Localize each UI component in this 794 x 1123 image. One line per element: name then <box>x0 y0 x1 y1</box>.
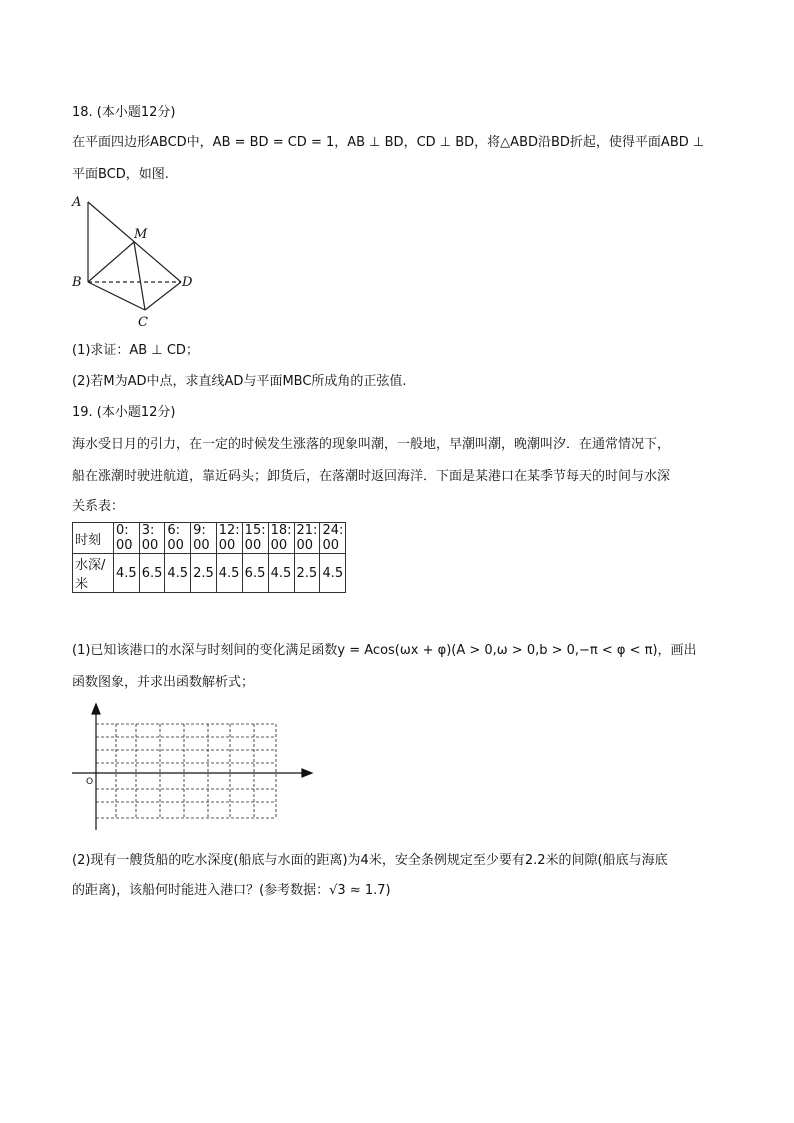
time-cell: 21: 00 <box>294 523 320 554</box>
depth-cell: 4.5 <box>216 554 242 593</box>
edge-BM <box>88 242 134 282</box>
depth-header: 水深/ 米 <box>73 554 114 593</box>
q18-tetrahedron-figure <box>66 192 206 332</box>
q18-part2: (2)若M为AD中点，求直线AD与平面MBC所成角的正弦值. <box>72 374 407 389</box>
time-cell: 3: 00 <box>139 523 165 554</box>
time-cell: 0: 00 <box>114 523 140 554</box>
time-cell: 24: 00 <box>320 523 346 554</box>
depth-cell: 2.5 <box>191 554 217 593</box>
depth-cell: 4.5 <box>268 554 294 593</box>
time-row <box>73 523 346 554</box>
edge-BC <box>88 282 145 310</box>
q19-part1-line2: 函数图象，并求出函数解析式； <box>72 675 255 690</box>
depth-cell: 6.5 <box>242 554 268 593</box>
q19-stem-line2: 船在涨潮时驶进航道，靠近码头；卸货后，在落潮时返回海洋．下面是某港口在某季节每天的时间与水深 <box>72 469 671 484</box>
label-A: A <box>72 195 82 210</box>
depth-cell: 4.5 <box>165 554 191 593</box>
tide-table <box>72 522 346 593</box>
q18-heading: 18. (本小题12分) <box>72 105 176 120</box>
q18-part1: (1)求证：AB ⊥ CD； <box>72 343 199 358</box>
q19-part2-line1: (2)现有一艘货船的吃水深度(船底与水面的距离)为4米，安全条例规定至少要有2.2米的间隙(船底与海底 <box>72 853 668 868</box>
time-cell: 12: 00 <box>216 523 242 554</box>
y-axis-arrow <box>92 704 100 714</box>
q19-blank-grid <box>68 704 318 834</box>
depth-cell: 4.5 <box>114 554 140 593</box>
label-D: D <box>182 275 193 290</box>
edge-MC <box>134 242 145 310</box>
edge-CD <box>145 282 181 310</box>
depth-cell: 4.5 <box>320 554 346 593</box>
q19-stem-line3: 关系表： <box>72 499 125 514</box>
depth-cell: 2.5 <box>294 554 320 593</box>
x-axis-arrow <box>302 769 312 777</box>
label-M: M <box>134 227 148 242</box>
q19-part2-line2: 的距离)，该船何时能进入港口？(参考数据：√3 ≈ 1.7) <box>72 883 391 898</box>
time-header: 时刻 <box>73 523 114 554</box>
q19-part1-line1: (1)已知该港口的水深与时刻间的变化满足函数y = Acos(ωx + φ)(A > 0,ω > 0,b > 0,−π < φ < π)，画出 <box>72 643 697 658</box>
label-C: C <box>138 315 148 330</box>
label-B: B <box>72 275 82 290</box>
time-cell: 6: 00 <box>165 523 191 554</box>
time-cell: 9: 00 <box>191 523 217 554</box>
time-cell: 15: 00 <box>242 523 268 554</box>
depth-cell: 6.5 <box>139 554 165 593</box>
q18-stem-line1: 在平面四边形ABCD中，AB = BD = CD = 1，AB ⊥ BD，CD ⊥ BD，将△ABD沿BD折起，使得平面ABD ⊥ <box>72 135 705 150</box>
origin-label: O <box>86 777 94 787</box>
depth-row <box>73 554 346 593</box>
q18-stem-line2: 平面BCD，如图. <box>72 167 169 182</box>
time-cell: 18: 00 <box>268 523 294 554</box>
q19-heading: 19. (本小题12分) <box>72 405 176 420</box>
q19-stem-line1: 海水受日月的引力，在一定的时候发生涨落的现象叫潮，一般地，早潮叫潮，晚潮叫汐．在通常情况下， <box>72 437 671 452</box>
